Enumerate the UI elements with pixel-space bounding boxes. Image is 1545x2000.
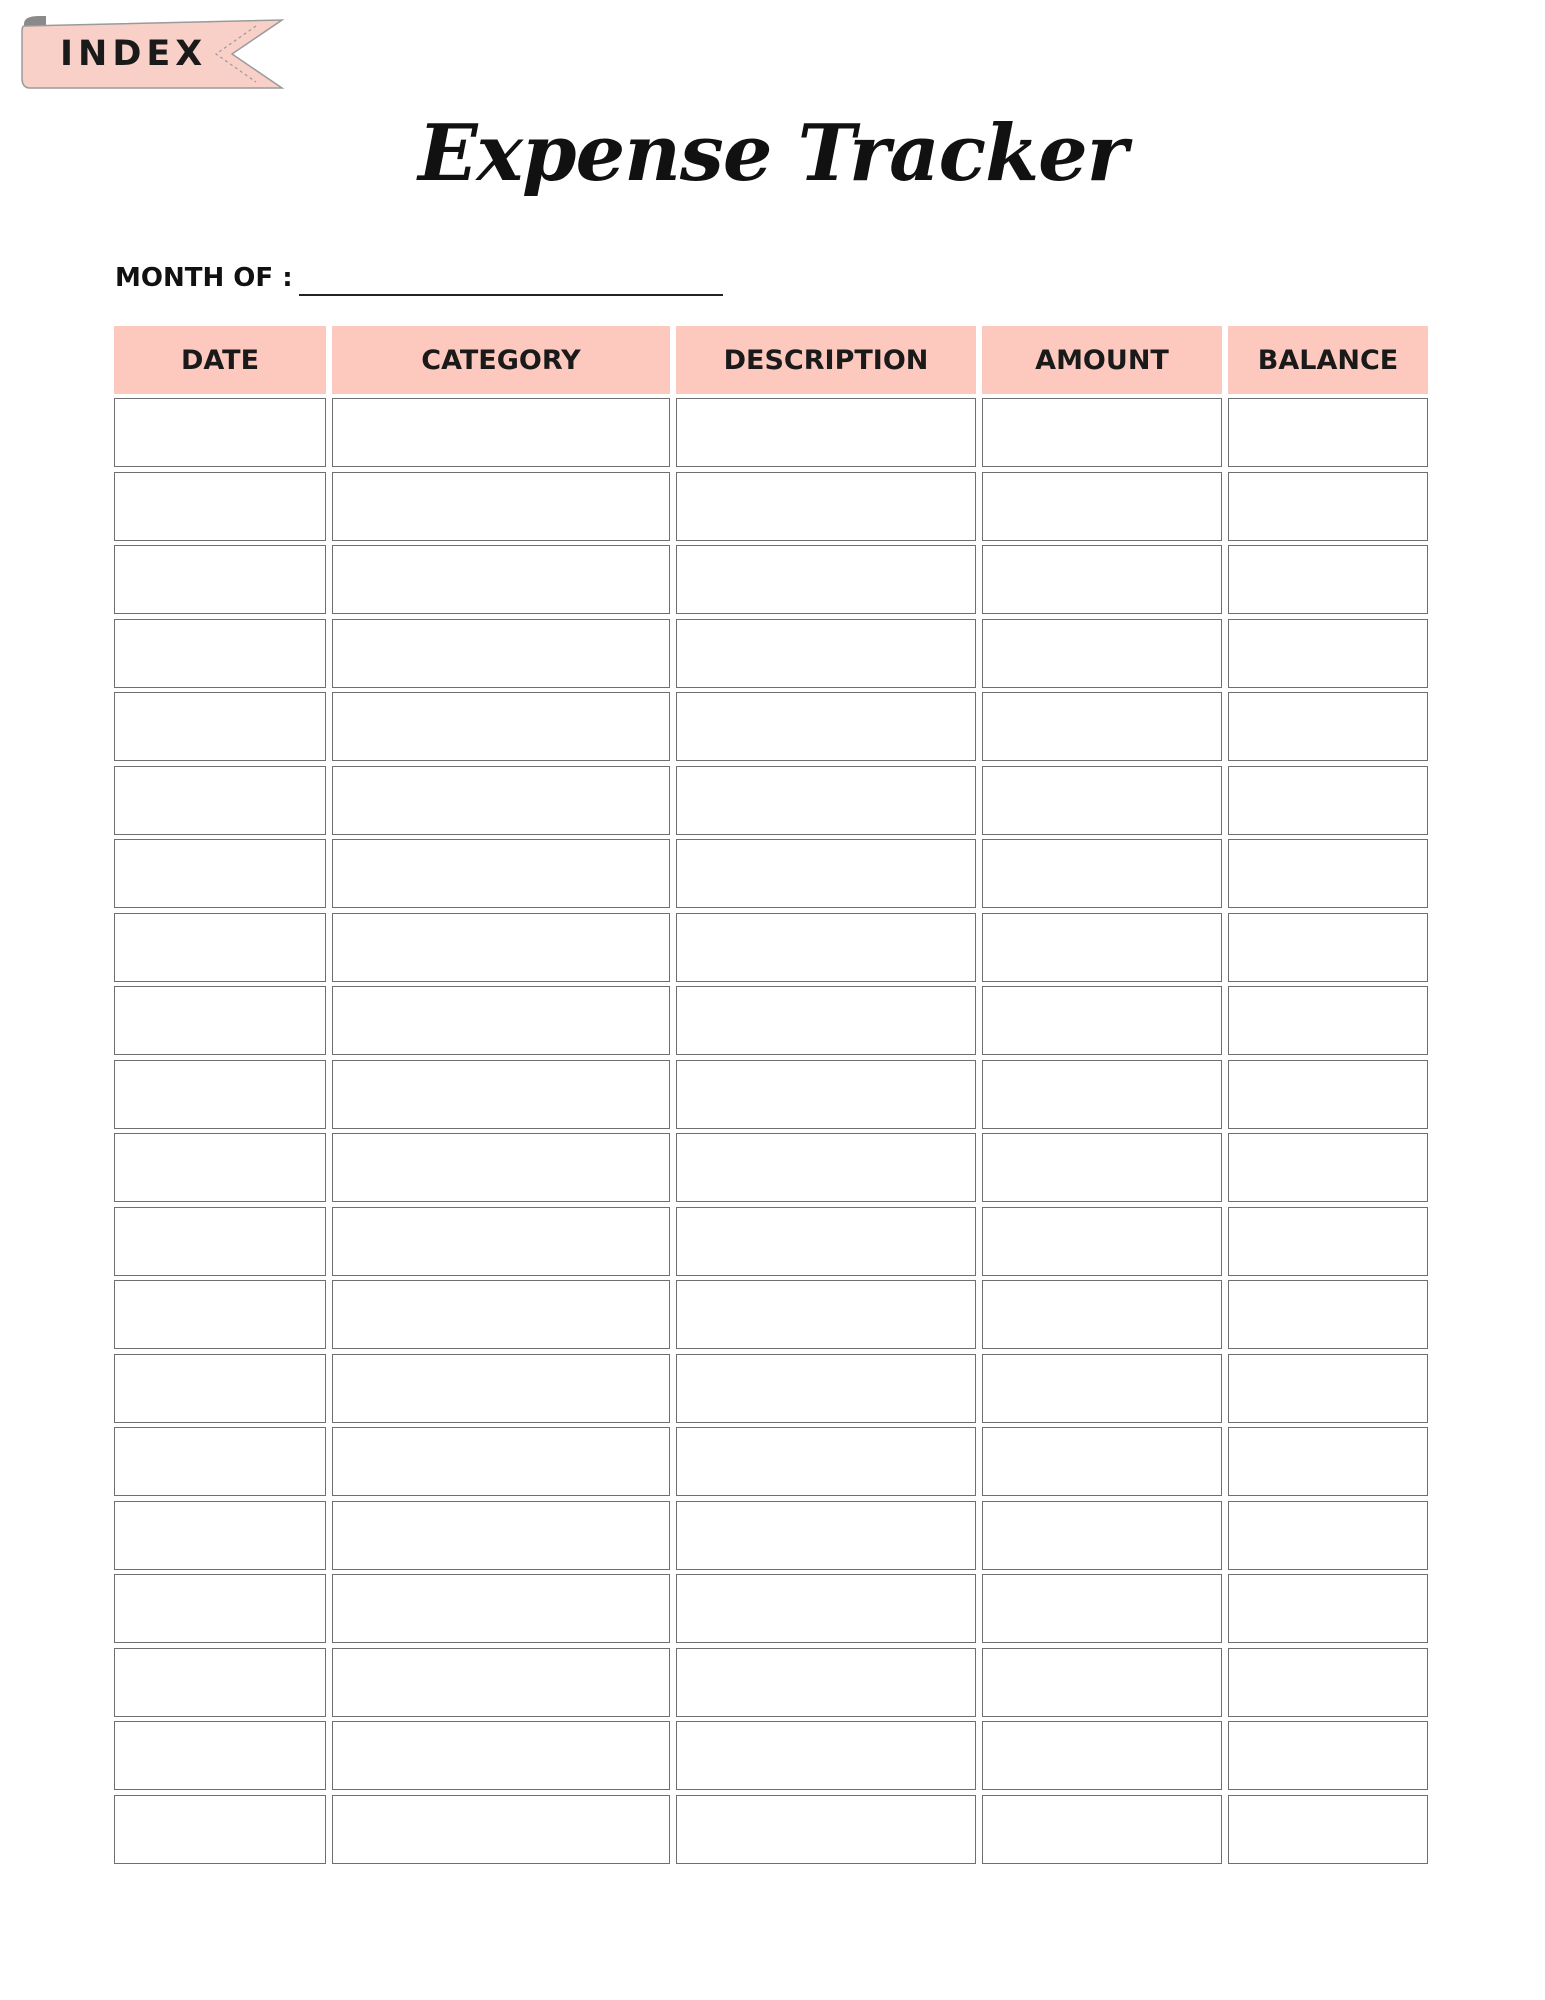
table-cell-category[interactable] (332, 913, 670, 982)
table-cell-date[interactable] (114, 913, 326, 982)
table-cell-category[interactable] (332, 1721, 670, 1790)
table-cell-date[interactable] (114, 545, 326, 614)
column-header-date: DATE (114, 326, 326, 394)
table-cell-description[interactable] (676, 398, 976, 467)
table-cell-balance[interactable] (1228, 1795, 1428, 1864)
table-cell-amount[interactable] (982, 766, 1222, 835)
table-cell-amount[interactable] (982, 1133, 1222, 1202)
table-cell-amount[interactable] (982, 1354, 1222, 1423)
table-cell-category[interactable] (332, 1060, 670, 1129)
table-cell-category[interactable] (332, 1280, 670, 1349)
column-header-balance: BALANCE (1228, 326, 1428, 394)
table-cell-balance[interactable] (1228, 1427, 1428, 1496)
table-cell-date[interactable] (114, 692, 326, 761)
table-cell-category[interactable] (332, 1648, 670, 1717)
table-cell-date[interactable] (114, 1133, 326, 1202)
table-cell-description[interactable] (676, 1721, 976, 1790)
table-cell-balance[interactable] (1228, 1721, 1428, 1790)
table-cell-description[interactable] (676, 545, 976, 614)
table-cell-amount[interactable] (982, 1207, 1222, 1276)
table-cell-balance[interactable] (1228, 1207, 1428, 1276)
table-cell-category[interactable] (332, 1207, 670, 1276)
table-cell-date[interactable] (114, 1795, 326, 1864)
table-cell-category[interactable] (332, 472, 670, 541)
table-cell-date[interactable] (114, 1207, 326, 1276)
expense-table (114, 326, 1428, 1866)
month-field[interactable] (115, 258, 723, 298)
index-label: INDEX (60, 34, 208, 74)
table-cell-description[interactable] (676, 1574, 976, 1643)
table-cell-date[interactable] (114, 839, 326, 908)
month-input-line[interactable] (299, 294, 723, 296)
table-cell-date[interactable] (114, 1060, 326, 1129)
table-cell-category[interactable] (332, 692, 670, 761)
table-cell-category[interactable] (332, 839, 670, 908)
table-cell-description[interactable] (676, 1060, 976, 1129)
table-cell-category[interactable] (332, 1795, 670, 1864)
table-cell-date[interactable] (114, 986, 326, 1055)
table-cell-category[interactable] (332, 398, 670, 467)
column-header-category: CATEGORY (332, 326, 670, 394)
table-cell-description[interactable] (676, 1354, 976, 1423)
table-cell-date[interactable] (114, 1574, 326, 1643)
table-cell-category[interactable] (332, 1501, 670, 1570)
table-cell-description[interactable] (676, 619, 976, 688)
table-cell-balance[interactable] (1228, 986, 1428, 1055)
table-cell-date[interactable] (114, 398, 326, 467)
table-cell-date[interactable] (114, 1721, 326, 1790)
table-cell-balance[interactable] (1228, 1060, 1428, 1129)
table-cell-balance[interactable] (1228, 913, 1428, 982)
table-cell-description[interactable] (676, 692, 976, 761)
table-cell-category[interactable] (332, 1427, 670, 1496)
table-cell-date[interactable] (114, 1354, 326, 1423)
table-cell-category[interactable] (332, 1354, 670, 1423)
table-cell-balance[interactable] (1228, 1501, 1428, 1570)
table-cell-description[interactable] (676, 472, 976, 541)
table-cell-amount[interactable] (982, 1648, 1222, 1717)
table-cell-amount[interactable] (982, 1721, 1222, 1790)
table-cell-balance[interactable] (1228, 398, 1428, 467)
table-cell-balance[interactable] (1228, 766, 1428, 835)
table-cell-date[interactable] (114, 619, 326, 688)
table-cell-balance[interactable] (1228, 1280, 1428, 1349)
table-cell-description[interactable] (676, 986, 976, 1055)
table-cell-balance[interactable] (1228, 839, 1428, 908)
table-cell-date[interactable] (114, 766, 326, 835)
table-cell-amount[interactable] (982, 1795, 1222, 1864)
table-cell-balance[interactable] (1228, 1133, 1428, 1202)
table-cell-category[interactable] (332, 545, 670, 614)
table-cell-category[interactable] (332, 1574, 670, 1643)
page-title: Expense Tracker (418, 108, 1127, 199)
table-cell-balance[interactable] (1228, 692, 1428, 761)
table-cell-amount[interactable] (982, 1060, 1222, 1129)
table-cell-amount[interactable] (982, 1574, 1222, 1643)
table-cell-amount[interactable] (982, 398, 1222, 467)
table-cell-description[interactable] (676, 1133, 976, 1202)
table-cell-description[interactable] (676, 766, 976, 835)
table-cell-balance[interactable] (1228, 1574, 1428, 1643)
column-header-description: DESCRIPTION (676, 326, 976, 394)
table-cell-amount[interactable] (982, 1280, 1222, 1349)
column-header-amount: AMOUNT (982, 326, 1222, 394)
table-cell-date[interactable] (114, 472, 326, 541)
table-cell-date[interactable] (114, 1280, 326, 1349)
table-cell-amount[interactable] (982, 1427, 1222, 1496)
table-cell-balance[interactable] (1228, 545, 1428, 614)
table-cell-balance[interactable] (1228, 1648, 1428, 1717)
month-label: MONTH OF : (115, 263, 293, 293)
table-cell-balance[interactable] (1228, 1354, 1428, 1423)
table-cell-amount[interactable] (982, 986, 1222, 1055)
table-cell-amount[interactable] (982, 545, 1222, 614)
table-cell-description[interactable] (676, 1795, 976, 1864)
table-cell-description[interactable] (676, 1427, 976, 1496)
table-cell-amount[interactable] (982, 472, 1222, 541)
table-cell-description[interactable] (676, 1501, 976, 1570)
table-cell-amount[interactable] (982, 692, 1222, 761)
table-cell-amount[interactable] (982, 913, 1222, 982)
table-cell-category[interactable] (332, 986, 670, 1055)
table-cell-balance[interactable] (1228, 472, 1428, 541)
table-cell-date[interactable] (114, 1427, 326, 1496)
index-tab[interactable] (20, 16, 290, 92)
table-cell-category[interactable] (332, 766, 670, 835)
table-cell-date[interactable] (114, 1501, 326, 1570)
table-cell-description[interactable] (676, 1648, 976, 1717)
table-cell-category[interactable] (332, 1133, 670, 1202)
table-cell-amount[interactable] (982, 619, 1222, 688)
table-cell-amount[interactable] (982, 1501, 1222, 1570)
table-cell-description[interactable] (676, 1207, 976, 1276)
table-cell-description[interactable] (676, 839, 976, 908)
table-cell-balance[interactable] (1228, 619, 1428, 688)
table-cell-category[interactable] (332, 619, 670, 688)
table-cell-description[interactable] (676, 1280, 976, 1349)
table-cell-description[interactable] (676, 913, 976, 982)
table-cell-amount[interactable] (982, 839, 1222, 908)
table-cell-date[interactable] (114, 1648, 326, 1717)
